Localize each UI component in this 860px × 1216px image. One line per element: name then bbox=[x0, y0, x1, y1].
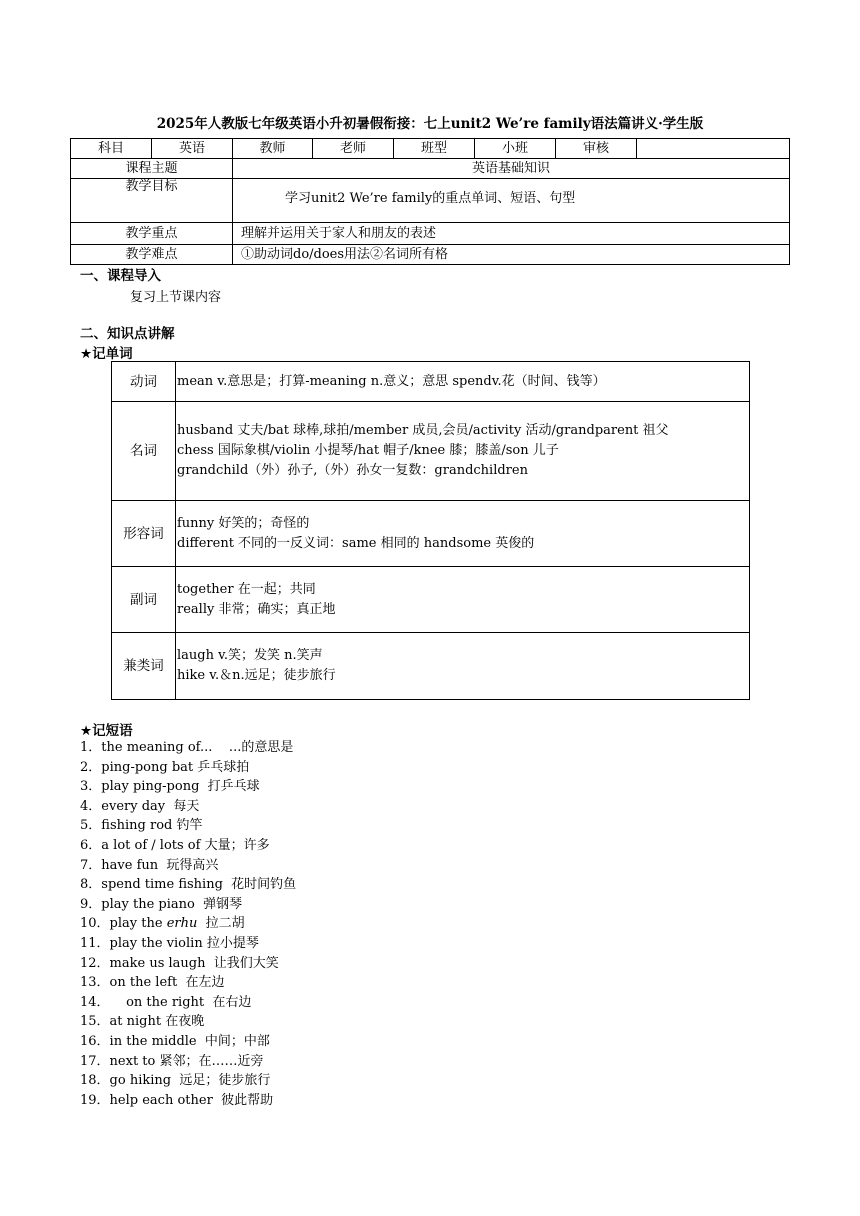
cell-review-label: 审核 bbox=[556, 139, 637, 159]
phrase-chinese: 乒乓球拍 bbox=[197, 759, 250, 775]
phrase-chinese: 大量；许多 bbox=[204, 837, 270, 853]
vocab-line: chess 国际象棋/violin 小提琴/hat 帽子/knee 膝；膝盖/son 儿子 bbox=[177, 443, 559, 458]
phrase-item bbox=[80, 875, 296, 895]
phrase-number: 8． bbox=[80, 877, 102, 893]
phrase-number: 18． bbox=[80, 1073, 110, 1089]
info-row-goal bbox=[71, 179, 790, 223]
cell-review-value bbox=[637, 139, 790, 159]
vocab-line: husband 丈夫/bat 球棒,球拍/member 成员,会员/activity 活动/grandparent 祖父 bbox=[177, 423, 669, 438]
vocab-row bbox=[112, 362, 750, 402]
info-row-difficulty bbox=[71, 245, 790, 265]
topic-value: 英语基础知识 bbox=[233, 159, 790, 179]
phrase-item bbox=[80, 914, 296, 934]
phrase-list bbox=[80, 738, 296, 1110]
topic-label: 课程主题 bbox=[71, 159, 233, 179]
cell-teacher-label: 教师 bbox=[233, 139, 313, 159]
phrase-english: next to bbox=[109, 1053, 160, 1069]
phrase-item bbox=[80, 797, 296, 817]
vocab-content bbox=[176, 567, 750, 633]
phrase-item bbox=[80, 895, 296, 915]
phrase-number: 16． bbox=[80, 1033, 110, 1049]
phrase-chinese: 每天 bbox=[173, 798, 200, 814]
phrase-english: the meaning of... bbox=[101, 740, 213, 755]
vocab-category: 动词 bbox=[112, 362, 176, 402]
phrase-english: play the bbox=[109, 916, 167, 932]
phrase-english: ping-pong bat bbox=[101, 759, 198, 775]
vocab-row bbox=[112, 567, 750, 633]
document-title: 2025年人教版七年级英语小升初暑假衔接：七上unit2 We’re family语法篇讲义·学生版 bbox=[156, 116, 704, 132]
phrase-number: 9． bbox=[80, 896, 102, 912]
vocab-content bbox=[176, 633, 750, 700]
info-row-focus bbox=[71, 223, 790, 245]
phrase-english: play the violin bbox=[109, 935, 207, 951]
phrase-chinese: 中间；中部 bbox=[204, 1033, 270, 1049]
phrase-number: 3． bbox=[80, 779, 102, 795]
phrase-english: a lot of / lots of bbox=[101, 837, 205, 853]
phrase-number: 14． bbox=[80, 994, 110, 1010]
phrase-chinese: 钓竿 bbox=[176, 818, 203, 834]
phrase-item bbox=[80, 1091, 296, 1111]
section2-heading: 二、知识点讲解 bbox=[80, 326, 175, 342]
phrase-chinese: 拉小提琴 bbox=[206, 935, 259, 951]
goal-cell bbox=[233, 179, 790, 223]
phrase-number: 19． bbox=[80, 1092, 110, 1108]
phrase-number: 11． bbox=[80, 935, 110, 951]
phrase-item bbox=[80, 934, 296, 954]
phrase-english: every day bbox=[101, 798, 174, 814]
vocab-line: mean v.意思是；打算-meaning n.意义；意思 spendv.花（时间、钱等） bbox=[177, 373, 606, 389]
difficulty-value: ①助动词do/does用法②名词所有格 bbox=[233, 245, 790, 265]
phrase-chinese: 紧邻；在……近旁 bbox=[159, 1053, 264, 1069]
section1-heading: 一、课程导入 bbox=[80, 268, 161, 284]
phrase-item bbox=[80, 1032, 296, 1052]
vocab-row bbox=[112, 501, 750, 567]
phrase-english: play ping-pong bbox=[101, 779, 208, 795]
phrase-item bbox=[80, 856, 296, 876]
focus-label: 教学重点 bbox=[71, 223, 233, 245]
goal-value: 学习unit2 We’re family的重点单词、短语、句型 bbox=[285, 191, 576, 206]
vocab-category: 副词 bbox=[112, 567, 176, 633]
phrase-chinese: 在右边 bbox=[212, 994, 252, 1010]
phrase-number: 10． bbox=[80, 916, 110, 932]
cell-class-type-label: 班型 bbox=[394, 139, 475, 159]
vocab-category: 兼类词 bbox=[112, 633, 176, 700]
difficulty-label: 教学难点 bbox=[71, 245, 233, 265]
info-row-subject bbox=[71, 139, 790, 159]
vocab-row bbox=[112, 402, 750, 501]
vocab-line: grandchild（外）孙子,（外）孙女一复数：grandchildren bbox=[177, 463, 528, 478]
focus-value: 理解并运用关于家人和朋友的表述 bbox=[233, 223, 790, 245]
phrase-english: make us laugh bbox=[109, 955, 214, 971]
phrase-chinese: 在夜晚 bbox=[165, 1014, 205, 1030]
phrase-number: 6． bbox=[80, 837, 102, 853]
goal-label: 教学目标 bbox=[71, 179, 233, 223]
cell-teacher-value: 老师 bbox=[313, 139, 394, 159]
phrase-item bbox=[80, 1071, 296, 1091]
cell-class-type-value: 小班 bbox=[475, 139, 556, 159]
phrase-english: help each other bbox=[109, 1092, 222, 1108]
phrase-chinese: 拉二胡 bbox=[197, 916, 245, 932]
phrase-number: 15． bbox=[80, 1014, 110, 1030]
phrase-item bbox=[80, 816, 296, 836]
phrase-italic: erhu bbox=[166, 916, 198, 932]
vocab-category: 名词 bbox=[112, 402, 176, 501]
phrase-english: have fun bbox=[101, 857, 167, 873]
phrase-english: on the right bbox=[109, 994, 213, 1010]
phrase-item bbox=[80, 1012, 296, 1032]
vocab-line: laugh v.笑；发笑 n.笑声 bbox=[177, 648, 323, 663]
phrase-item bbox=[80, 777, 296, 797]
cell-subject-value: 英语 bbox=[152, 139, 233, 159]
phrase-item bbox=[80, 993, 296, 1013]
phrase-item bbox=[80, 954, 296, 974]
star-icon: ★ bbox=[80, 346, 93, 362]
vocab-line: together 在一起；共同 bbox=[177, 581, 316, 597]
vocab-row bbox=[112, 633, 750, 700]
phrase-item bbox=[80, 973, 296, 993]
section1-content: 复习上节课内容 bbox=[130, 290, 222, 305]
vocab-line: really 非常；确实；真正地 bbox=[177, 601, 336, 617]
info-row-topic bbox=[71, 159, 790, 179]
phrase-english: play the piano bbox=[101, 896, 204, 912]
phrase-chinese: ...的意思是 bbox=[212, 740, 294, 755]
phrase-item bbox=[80, 836, 296, 856]
phrase-item bbox=[80, 1052, 296, 1072]
phrase-number: 13． bbox=[80, 975, 110, 991]
phrase-chinese: 在左边 bbox=[185, 975, 225, 991]
vocab-table bbox=[111, 361, 750, 700]
star-icon: ★ bbox=[80, 723, 93, 739]
phrase-number: 12． bbox=[80, 955, 110, 971]
phrase-item bbox=[80, 758, 296, 778]
phrase-number: 17． bbox=[80, 1053, 110, 1069]
phrase-number: 1． bbox=[80, 740, 102, 755]
phrase-chinese: 弹钢琴 bbox=[203, 896, 243, 912]
phrase-chinese: 玩得高兴 bbox=[166, 857, 219, 873]
phrase-number: 5． bbox=[80, 818, 102, 834]
vocab-category: 形容词 bbox=[112, 501, 176, 567]
vocab-line: funny 好笑的；奇怪的 bbox=[177, 515, 310, 531]
vocab-content bbox=[176, 362, 750, 402]
vocab-line: hike v.＆n.远足；徒步旅行 bbox=[177, 668, 336, 683]
vocab-heading-text: 记单词 bbox=[92, 346, 133, 362]
phrase-chinese: 打乒乓球 bbox=[207, 779, 260, 795]
course-info-table bbox=[70, 138, 790, 265]
phrase-english: at night bbox=[109, 1014, 166, 1030]
phrase-number: 2． bbox=[80, 759, 102, 775]
phrase-item bbox=[80, 738, 296, 758]
phrase-english: in the middle bbox=[109, 1033, 205, 1049]
phrase-english: spend time fishing bbox=[101, 877, 232, 893]
phrase-number: 7． bbox=[80, 857, 102, 873]
vocab-content bbox=[176, 501, 750, 567]
phrase-english: fishing rod bbox=[101, 818, 177, 834]
vocab-line: different 不同的一反义词：same 相同的 handsome 英俊的 bbox=[177, 535, 535, 551]
cell-subject-label: 科目 bbox=[71, 139, 152, 159]
phrases-heading bbox=[80, 719, 133, 739]
phrase-chinese: 花时间钓鱼 bbox=[231, 877, 297, 893]
phrase-english: go hiking bbox=[109, 1073, 180, 1089]
phrase-number: 4． bbox=[80, 798, 102, 814]
phrase-chinese: 彼此帮助 bbox=[221, 1092, 274, 1108]
phrase-english: on the left bbox=[109, 975, 186, 991]
phrase-chinese: 让我们大笑 bbox=[213, 955, 279, 971]
vocab-heading bbox=[80, 342, 133, 362]
phrases-heading-text: 记短语 bbox=[92, 723, 133, 739]
vocab-content bbox=[176, 402, 750, 501]
phrase-chinese: 远足；徒步旅行 bbox=[179, 1073, 271, 1089]
